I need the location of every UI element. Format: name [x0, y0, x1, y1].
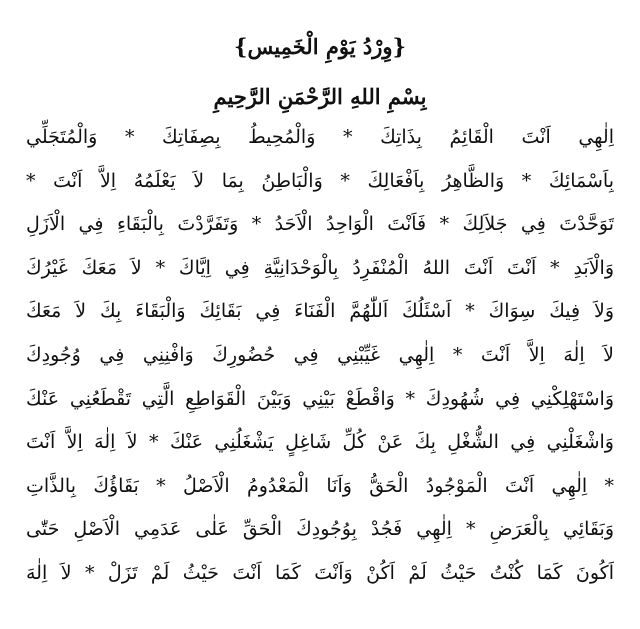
text-line: بِاَسْمَائِكَ * وَالظَّاهِرُ بِاَفْعَالِكَ * وَالْبَاطِنُ بِمَا لاَ يَعْلَمُهُ اِلاَّ اَنْتَ *: [26, 169, 614, 192]
text-line: وَلاَ فِيكَ سِوَاكَ * اَسْئَلُكَ اَللّٰهُمَّ الْفَنَاءَ فِي بَقَائِكَ وَالْبَقَاءَ بِكَ لاَ مَعَكَ: [26, 300, 614, 323]
basmala-heading: بِسْمِ اللهِ الرَّحْمَنِ الرَّحِيمِ: [213, 84, 427, 109]
body-text: [26, 116, 614, 596]
text-line: وَاسْتَهْلِكْنِي فِي شُهُودِكَ * وَاقْطَعْ بَيْنِي وَبَيْنَ الْقَوَاطِعِ الَّتِي تَقْطَعُنِي عَنْكَ: [26, 387, 614, 410]
text-line: اِلٰهِي اَنْتَ الْقَائِمُ بِذَاتِكَ * وَالْمُحِيطُ بِصِفَاتِكَ * وَالْمُتَجَلِّي: [26, 126, 614, 148]
text-line: وَاشْغَلْنِي فِي الشُّغْلِ بِكَ عَنْ كُلِّ شَاغِلٍ يَشْغَلُنِي عَنْكَ * لاَ اِلٰهَ اِلاَّ اَنْتَ: [26, 431, 614, 454]
text-line: وَبَقَائِي بِالْعَرَضِ * اِلٰهِي فَجُدْ بِوُجُودِكَ الْحَقِّ عَلٰى عَدَمِي الْاَصْلِ حَتّٰى: [26, 518, 614, 541]
text-line: اَكُونَ كَمَا كُنْتُ حَيْثُ لَمْ اَكُنْ وَاَنْتَ كَمَا اَنْتَ حَيْثُ لَمْ تَزَلْ * لاَ اِلٰهَ: [26, 561, 614, 584]
text-line: وَالْاَبَدِ * اَنْتَ اَنْتَ اللهُ الْمُنْفَرِدُ بِالْوَحْدَانِيَّةِ فِي اِيَّاكَ * لاَ مَعَكَ غَيْرُكَ: [26, 256, 614, 279]
text-line: تَوَحَّدْتَ فِي جَلاَلِكَ * فَاَنْتَ الْوَاحِدُ الْاَحَدُ * وَتَفَرَّدْتَ بِالْبَقَاءِ فِي الْاَزَلِ: [26, 213, 614, 236]
document-title: {وِرْدُ يَوْمِ الْخَمِيس}: [234, 34, 406, 59]
text-line: لاَ اِلٰهَ اِلاَّ اَنْتَ * اِلٰهِي غَيِّبْنِي فِي حُضُورِكَ وَافْنِنِي فِي وُجُودِكَ: [26, 343, 614, 366]
text-line: * اِلٰهِي اَنْتَ الْمَوْجُودُ الْحَقُّ وَاَنَا الْمَعْدُومُ الْاَصْلُ * بَقَاؤُكَ بِالذَّاتِ: [26, 474, 614, 497]
